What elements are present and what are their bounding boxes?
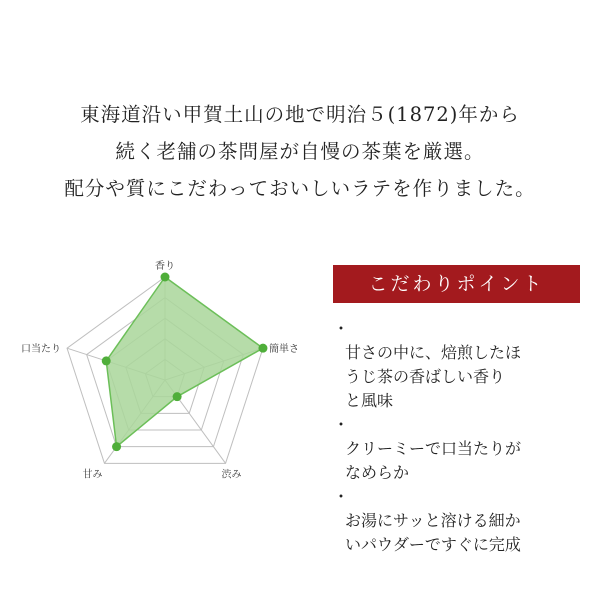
radar-axis-label-mouthfeel: 口当たり — [21, 344, 62, 356]
feature-points-title: こだわりポイント — [333, 265, 580, 303]
radar-value-point — [258, 344, 267, 353]
bullet: ・ — [333, 415, 350, 434]
radar-axis-label-aroma: 香り — [155, 261, 175, 272]
radar-value-point — [102, 356, 111, 365]
radar-axis-label-ease: 簡単さ — [268, 344, 299, 356]
feature-point-text: 甘さの中に、焙煎したほ うじ茶の香ばしい香り と風味 — [345, 343, 522, 410]
intro-text — [0, 96, 600, 207]
feature-point-text: お湯にサッと溶ける細か いパウダーですぐに完成 — [345, 511, 521, 554]
radar-value-point — [112, 442, 121, 451]
radar-axis-label-sweetness: 甘み — [82, 469, 103, 481]
radar-chart — [0, 240, 330, 510]
feature-point — [333, 317, 580, 413]
radar-axis-label-astringency: 渋み — [221, 469, 242, 481]
radar-value-point — [173, 392, 182, 401]
intro-line: 配分や質にこだわっておいしいラテを作りました。 — [64, 177, 536, 200]
bullet: ・ — [333, 319, 350, 338]
feature-points — [333, 265, 580, 557]
bullet: ・ — [333, 487, 350, 506]
intro-line: 東海道沿い甲賀土山の地で明治５(1872)年から — [80, 103, 520, 126]
intro-line: 続く老舗の茶問屋が自慢の茶葉を厳選。 — [115, 140, 485, 163]
feature-point — [333, 485, 580, 557]
feature-point — [333, 413, 580, 485]
radar-value-point — [161, 273, 170, 282]
feature-point-text: クリーミーで口当たりが なめらか — [345, 439, 522, 482]
